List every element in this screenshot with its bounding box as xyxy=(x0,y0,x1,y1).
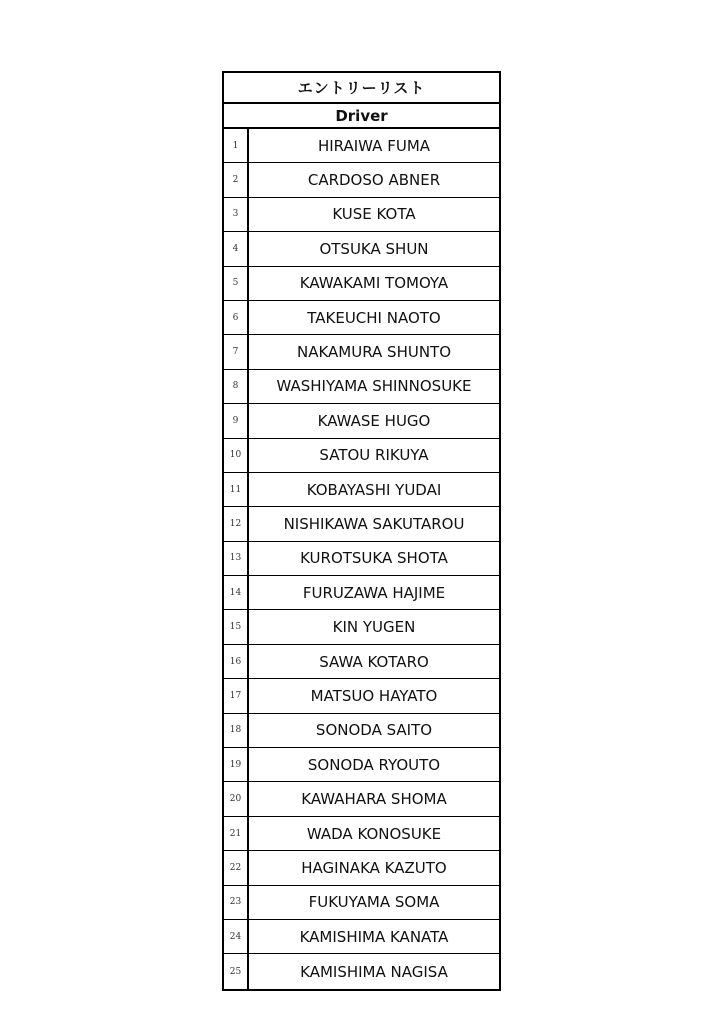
entry-row xyxy=(224,404,499,438)
driver-name: NAKAMURA SHUNTO xyxy=(296,343,452,362)
driver-name: WASHIYAMA SHINNOSUKE xyxy=(276,377,472,396)
entry-row xyxy=(224,370,499,404)
entry-list-table xyxy=(222,71,501,991)
entry-row xyxy=(224,473,499,507)
entry-rows xyxy=(224,129,499,989)
driver-name: KUROTSUKA SHOTA xyxy=(300,549,448,568)
entry-row xyxy=(224,163,499,197)
entry-row xyxy=(224,576,499,610)
driver-name: OTSUKA SHUN xyxy=(319,239,429,258)
driver-name: KOBAYASHI YUDAI xyxy=(306,480,442,499)
entry-row xyxy=(224,748,499,782)
entry-number: 7 xyxy=(224,335,249,368)
entry-number: 20 xyxy=(224,782,249,815)
driver-name: KAWAKAMI TOMOYA xyxy=(299,274,449,293)
driver-name: HAGINAKA KAZUTO xyxy=(301,858,447,877)
driver-name: CARDOSO ABNER xyxy=(307,171,441,190)
entry-list-title: エントリーリスト xyxy=(224,73,499,104)
entry-row xyxy=(224,782,499,816)
driver-name: FUKUYAMA SOMA xyxy=(308,893,440,912)
entry-row xyxy=(224,129,499,163)
entry-row xyxy=(224,232,499,266)
driver-name: HIRAIWA FUMA xyxy=(317,136,431,155)
driver-name: TAKEUCHI NAOTO xyxy=(307,308,441,327)
driver-name: SONODA RYOUTO xyxy=(307,755,441,774)
entry-row xyxy=(224,679,499,713)
entry-row xyxy=(224,301,499,335)
driver-name: KUSE KOTA xyxy=(332,205,416,224)
entry-row xyxy=(224,886,499,920)
entry-number: 19 xyxy=(224,748,249,781)
entry-number: 9 xyxy=(224,404,249,437)
driver-name: KAMISHIMA NAGISA xyxy=(300,962,448,981)
entry-number: 21 xyxy=(224,817,249,850)
entry-number: 18 xyxy=(224,714,249,747)
entry-number: 14 xyxy=(224,576,249,609)
entry-row xyxy=(224,542,499,576)
entry-number: 24 xyxy=(224,920,249,953)
entry-number: 22 xyxy=(224,851,249,884)
driver-name: WADA KONOSUKE xyxy=(306,824,442,843)
entry-row xyxy=(224,267,499,301)
entry-number: 8 xyxy=(224,370,249,403)
entry-number: 11 xyxy=(224,473,249,506)
entry-row xyxy=(224,198,499,232)
entry-number: 4 xyxy=(224,232,249,265)
driver-name: KIN YUGEN xyxy=(332,618,416,637)
entry-row xyxy=(224,714,499,748)
entry-number: 16 xyxy=(224,645,249,678)
entry-number: 17 xyxy=(224,679,249,712)
entry-number: 25 xyxy=(224,954,249,988)
entry-number: 12 xyxy=(224,507,249,540)
entry-number: 6 xyxy=(224,301,249,334)
driver-name: KAWAHARA SHOMA xyxy=(301,790,447,809)
entry-row xyxy=(224,507,499,541)
driver-name: KAMISHIMA KANATA xyxy=(299,927,449,946)
entry-row xyxy=(224,851,499,885)
entry-row xyxy=(224,920,499,954)
driver-name: FURUZAWA HAJIME xyxy=(302,583,446,602)
entry-row xyxy=(224,645,499,679)
driver-name: SONODA SAITO xyxy=(315,721,433,740)
entry-row xyxy=(224,610,499,644)
driver-name: KAWASE HUGO xyxy=(317,411,431,430)
driver-name: SATOU RIKUYA xyxy=(319,446,429,465)
entry-number: 13 xyxy=(224,542,249,575)
entry-number: 1 xyxy=(224,129,249,162)
entry-number: 3 xyxy=(224,198,249,231)
entry-number: 2 xyxy=(224,163,249,196)
entry-row xyxy=(224,335,499,369)
entry-number: 5 xyxy=(224,267,249,300)
driver-column-header: Driver xyxy=(224,104,499,129)
entry-number: 10 xyxy=(224,439,249,472)
entry-row xyxy=(224,817,499,851)
entry-number: 15 xyxy=(224,610,249,643)
entry-row xyxy=(224,954,499,988)
driver-name: NISHIKAWA SAKUTAROU xyxy=(283,514,465,533)
driver-name: SAWA KOTARO xyxy=(319,652,429,671)
entry-number: 23 xyxy=(224,886,249,919)
entry-row xyxy=(224,439,499,473)
driver-name: MATSUO HAYATO xyxy=(310,686,438,705)
